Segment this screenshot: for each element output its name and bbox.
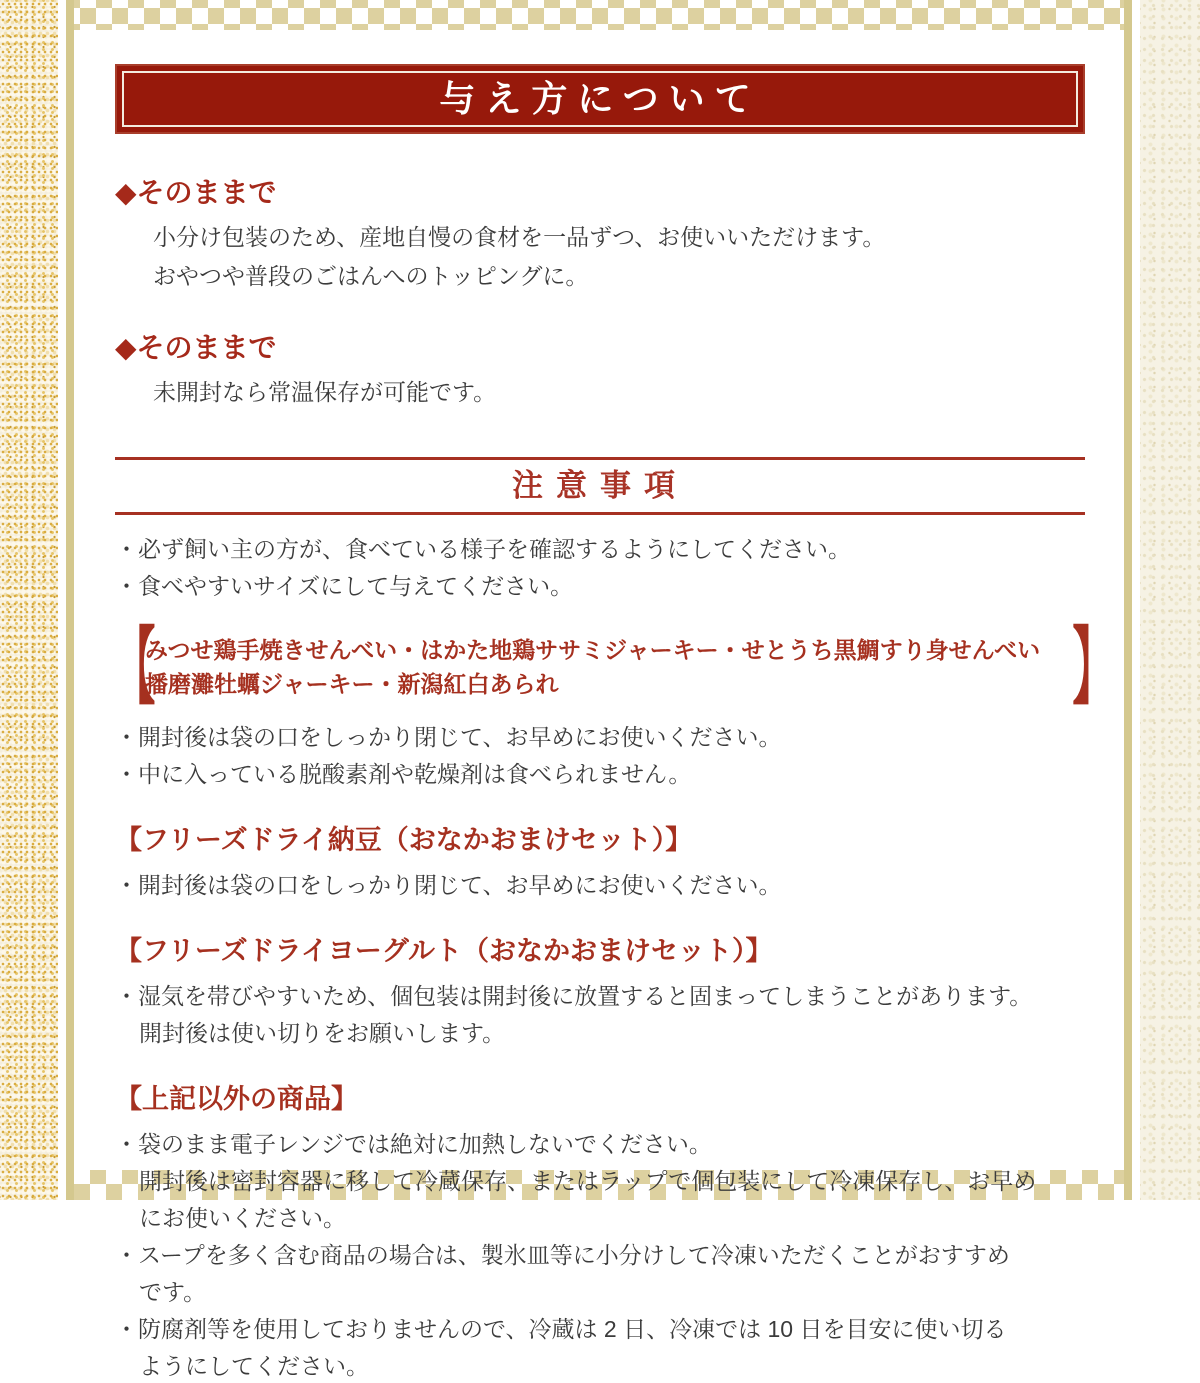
- notice-item: ・開封後は袋の口をしっかり閉じて、お早めにお使いください。: [115, 724, 782, 750]
- section-as-is-1: [115, 176, 1085, 293]
- feeding-section-banner: [115, 64, 1085, 134]
- notice-item-continuation: 開封後は使い切りをお願いします。: [139, 1020, 506, 1046]
- right-washi-cream-texture: [1140, 0, 1200, 1200]
- close-bracket-icon: 】: [1072, 620, 1113, 714]
- notice-rule-bottom: [115, 512, 1085, 515]
- notice-item-continuation: にお使いください。: [139, 1205, 346, 1231]
- heading-line-2: 播磨灘牡蠣ジャーキー・新潟紅白あられ: [145, 671, 559, 697]
- notice-item: ・湿気を帯びやすいため、個包装は開封後に放置すると固まってしまうことがあります。: [115, 983, 1033, 1009]
- notice-item-continuation: です。: [139, 1279, 207, 1305]
- notice-item: ・必ず飼い主の方が、食べている様子を確認するようにしてください。: [115, 536, 851, 562]
- product-group-heading-yogurt: 【フリーズドライヨーグルト（おなかおまけセット）】: [115, 936, 773, 966]
- product-group-heading-text: [141, 633, 1059, 701]
- section-as-is-2: [115, 331, 1085, 409]
- left-border-line: [66, 0, 74, 1200]
- product-group-heading-other: 【上記以外の商品】: [115, 1084, 358, 1114]
- banner-title: 与え方について: [439, 78, 761, 119]
- banner-inner-frame: [122, 71, 1078, 127]
- product-group-heading-senbei-jerky: [115, 620, 1113, 714]
- notice-item-continuation: 開封後は密封容器に移して冷蔵保存、またはラップで個包装にして冷凍保存し、お早め: [139, 1168, 1037, 1194]
- section-heading: ◆そのままで: [115, 177, 277, 208]
- product-group-heading-natto: 【フリーズドライ納豆（おなかおまけセット）】: [115, 825, 693, 855]
- section-body-line: 未開封なら常温保存が可能です。: [153, 379, 497, 405]
- notice-title: 注意事項: [512, 468, 688, 503]
- heading-line-1: みつせ鶏手焼きせんべい・はかた地鶏ササミジャーキー・せとうち黒鯛すり身せんべい: [145, 637, 1041, 663]
- section-body-line: 小分け包装のため、産地自慢の食材を一品ずつ、お使いいただけます。: [153, 224, 886, 250]
- section-body-line: おやつや普段のごはんへのトッピングに。: [153, 263, 589, 289]
- group-items: [115, 980, 1085, 1050]
- notice-item: ・防腐剤等を使用しておりませんので、冷蔵は 2 日、冷凍では 10 日を目安に使い切る: [115, 1316, 1007, 1342]
- left-washi-gold-texture: [0, 0, 58, 1200]
- notice-item: ・食べやすいサイズにして与えてください。: [115, 573, 574, 599]
- group-items: [115, 869, 1085, 902]
- notice-item-continuation: ようにしてください。: [139, 1353, 369, 1379]
- notice-item: ・開封後は袋の口をしっかり閉じて、お早めにお使いください。: [115, 872, 782, 898]
- right-border-line: [1124, 0, 1132, 1200]
- notice-item: ・スープを多く含む商品の場合は、製氷皿等に小分けして冷凍いただくことがおすすめ: [115, 1242, 1010, 1268]
- notice-item: ・袋のまま電子レンジでは絶対に加熱しないでください。: [115, 1131, 712, 1157]
- notice-general-list: [115, 533, 1085, 603]
- content-column: [115, 0, 1113, 1383]
- group-items: [115, 1128, 1085, 1383]
- open-bracket-icon: 【: [115, 620, 156, 714]
- section-heading: ◆そのままで: [115, 332, 277, 363]
- notice-item: ・中に入っている脱酸素剤や乾燥剤は食べられません。: [115, 761, 692, 787]
- group-items: [115, 721, 1085, 791]
